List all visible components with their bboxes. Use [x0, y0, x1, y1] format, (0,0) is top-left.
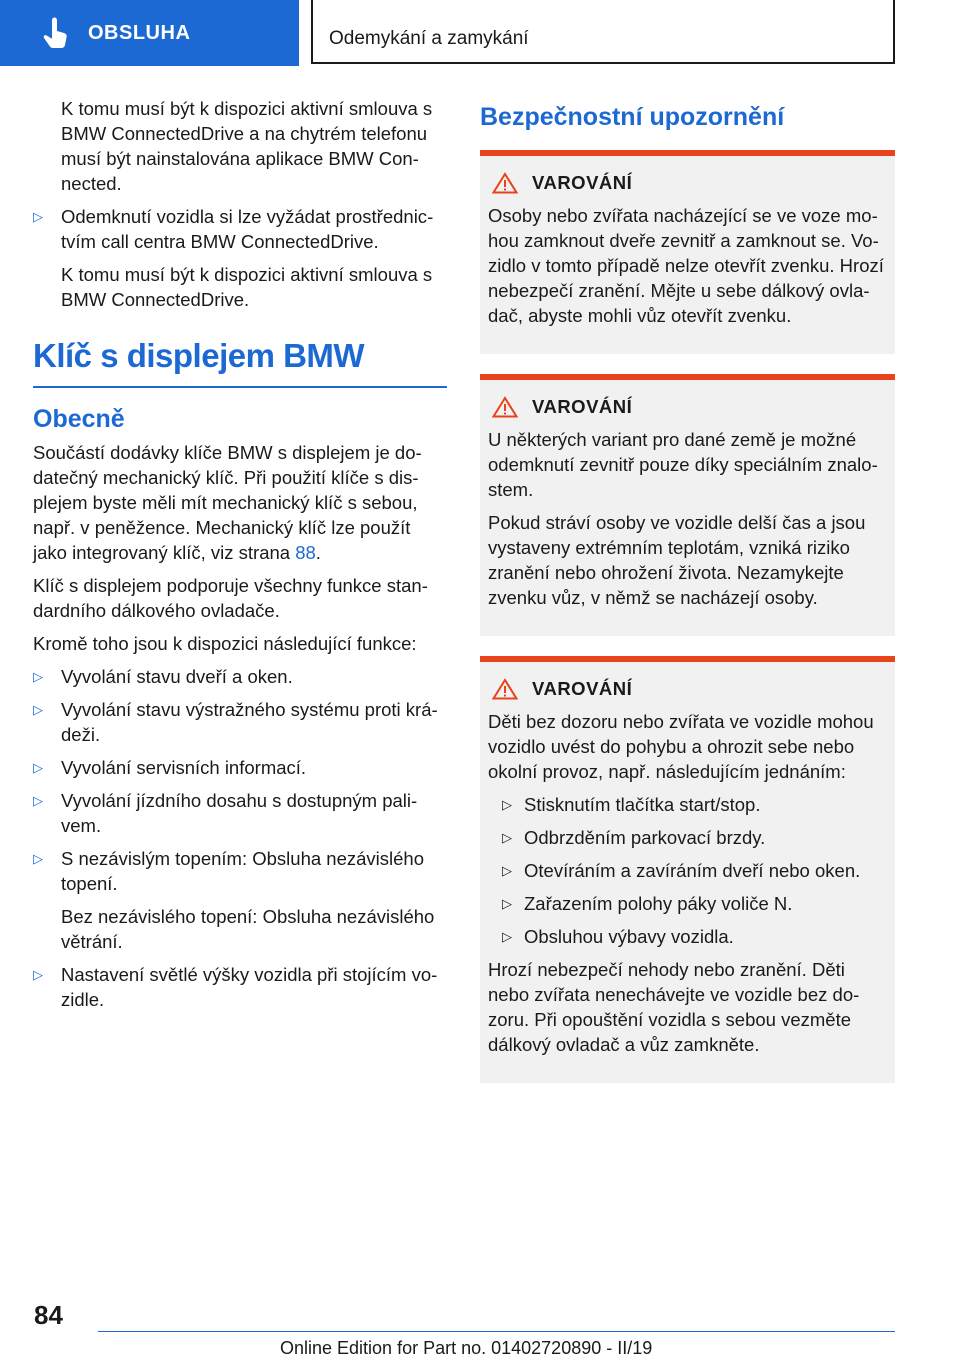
warning-title: [488, 394, 887, 419]
right-column: [480, 96, 895, 1103]
heading-rule: [33, 386, 447, 388]
warning-box: [480, 150, 895, 354]
page-reference-link[interactable]: 88: [295, 542, 316, 563]
list-item: ▷ Obsluhou výbavy vozidla.: [502, 926, 734, 947]
chapter-title: Odemykání a zamykání: [329, 28, 529, 49]
left-column: [33, 96, 447, 1020]
paragraph: Bez nezávislého topení: Obsluha nezávislého větrání.: [61, 906, 435, 952]
section-label: OBSLUHA: [88, 21, 191, 44]
list-item: ▷ Otevíráním a zavíráním dveří nebo oken.: [502, 860, 861, 881]
bullet-triangle-icon: ▷: [33, 669, 43, 684]
subsection-heading: Obecně: [33, 405, 125, 433]
bullet-triangle-icon: ▷: [502, 929, 512, 944]
list-item: ▷ Vyvolání jízdního dosahu s dostupným palivem.: [33, 790, 418, 836]
warning-label: VAROVÁNÍ: [532, 678, 633, 699]
edition-note: Online Edition for Part no. 01402720890 - II/19: [280, 1338, 653, 1358]
warning-triangle-icon: [492, 396, 520, 418]
paragraph: K tomu musí být k dispozici aktivní smlouva s BMW ConnectedDrive.: [61, 264, 433, 310]
footer-rule: [98, 1331, 895, 1332]
chapter-title-box: [311, 0, 895, 64]
list-item: ▷ Stisknutím tlačítka start/stop.: [502, 794, 761, 815]
warning-box: [480, 374, 895, 636]
bullet-triangle-icon: ▷: [502, 830, 512, 845]
hand-pointer-icon: [38, 15, 74, 51]
warning-title: [488, 170, 887, 195]
list-item: ▷ Vyvolání servisních informací.: [33, 757, 307, 778]
list-item: ▷ Vyvolání stavu výstražného systému proti krádeži.: [33, 699, 438, 745]
paragraph: Klíč s displejem podporuje všechny funkce standardního dálkového ovladače.: [33, 575, 428, 621]
paragraph: K tomu musí být k dispozici aktivní smlouva s BMW ConnectedDrive a na chytrém telefonu musí být nainstalována aplikace BMW Connected.: [61, 98, 433, 194]
warning-triangle-icon: [492, 678, 520, 700]
page-number: 84: [34, 1300, 63, 1330]
paragraph: Děti bez dozoru nebo zvířata ve vozidle mohou vozidlo uvést do pohybu a ohrozit sebe nebo okolní provoz, např. následujícím jednáním:: [488, 711, 874, 782]
list-item: ▷ Zařazením polohy páky voliče N.: [502, 893, 793, 914]
paragraph: Součástí dodávky klíče BMW s displejem je dodatečný mechanický klíč. Při použití klíče s displejem byste měli mít mechanický klíč s sebou, např. v peněžence. Mechanický klíč lze použít jako integrovaný klíč, viz strana 88.: [33, 442, 422, 563]
bullet-triangle-icon: ▷: [33, 760, 43, 775]
warning-label: VAROVÁNÍ: [532, 172, 633, 193]
paragraph: Kromě toho jsou k dispozici následující funkce:: [33, 633, 417, 654]
list-item: ▷ Vyvolání stavu dveří a oken.: [33, 666, 293, 687]
bullet-triangle-icon: ▷: [502, 863, 512, 878]
warning-title: [488, 676, 887, 701]
list-item: ▷ Odemknutí vozidla si lze vyžádat prostřednictvím call centra BMW ConnectedDrive.: [33, 206, 434, 252]
bullet-triangle-icon: ▷: [502, 797, 512, 812]
bullet-triangle-icon: ▷: [33, 967, 43, 982]
section-heading: Bezpečnostní upozornění: [480, 103, 785, 131]
section-heading: Klíč s displejem BMW: [33, 337, 365, 374]
section-tab[interactable]: [0, 0, 299, 66]
list-item: ▷ Odbrzděním parkovací brzdy.: [502, 827, 766, 848]
bullet-triangle-icon: ▷: [33, 851, 43, 866]
list-item: ▷ S nezávislým topením: Obsluha nezávislého topení.: [33, 848, 424, 894]
paragraph: Hrozí nebezpečí nehody nebo zranění. Děti nebo zvířata nenechávejte ve vozidle bez dozoru. Při opouštění vozidla s sebou vezměte dálkový ovladač a vůz zamkněte.: [488, 959, 860, 1055]
warning-box: [480, 656, 895, 1083]
bullet-triangle-icon: ▷: [502, 896, 512, 911]
warning-label: VAROVÁNÍ: [532, 396, 633, 417]
paragraph: Osoby nebo zvířata nacházející se ve voze mohou zamknout dveře zevnitř a zamknout se. Vozidlo v tomto případě nelze otevřít zvenku. Hrozí nebezpečí zranění. Mějte u sebe dálkový ovladač, abyste mohli vůz otevřít zvenku.: [488, 205, 884, 326]
bullet-triangle-icon: ▷: [33, 793, 43, 808]
paragraph: Pokud stráví osoby ve vozidle delší čas a jsou vystaveny extrémním teplotám, vzniká riziko zranění nebo ohrožení života. Nezamykejte zvenku vůz, v němž se nacházejí osoby.: [488, 512, 866, 608]
bullet-triangle-icon: ▷: [33, 209, 43, 224]
warning-triangle-icon: [492, 172, 520, 194]
bullet-triangle-icon: ▷: [33, 702, 43, 717]
list-item: ▷ Nastavení světlé výšky vozidla při stojícím vozidle.: [33, 964, 438, 1010]
paragraph: U některých variant pro dané země je možné odemknutí zevnitř pouze díky speciálním znalostem.: [488, 429, 878, 500]
